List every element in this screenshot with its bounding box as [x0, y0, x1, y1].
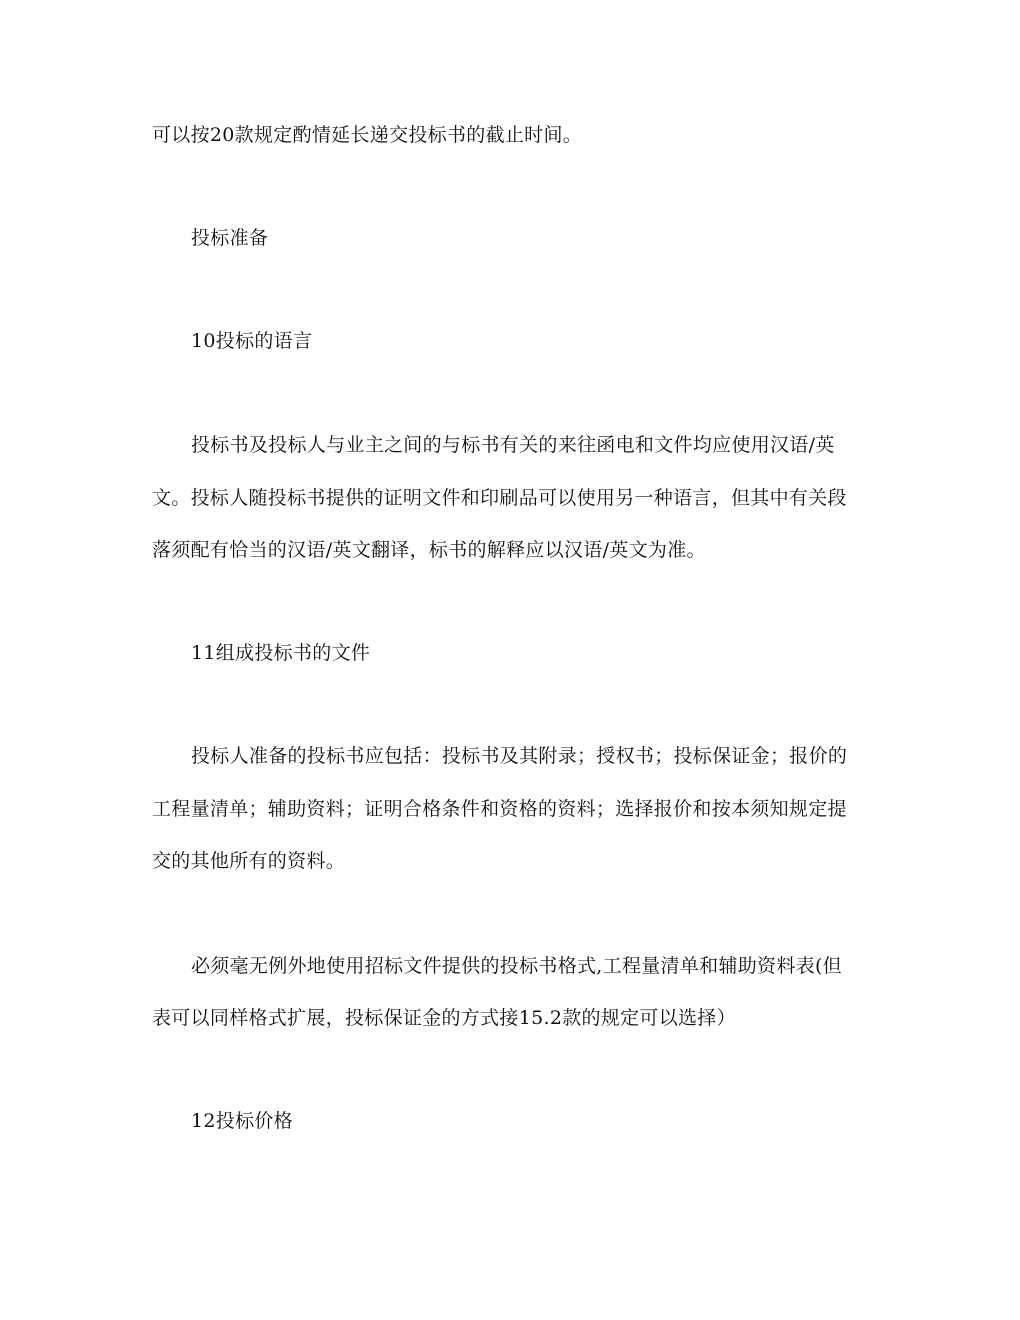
paragraph-line: 投标书及投标人与业主之间的与标书有关的来往函电和文件均应使用汉语/英 [191, 434, 835, 456]
paragraph-line: 可以按20款规定酌情延长递交投标书的截止时间。 [152, 124, 583, 146]
paragraph-line: 工程量清单；辅助资料；证明合格条件和资格的资料；选择报价和按本须知规定提 [152, 798, 847, 820]
paragraph-line: 投标人准备的投标书应包括：投标书及其附录；授权书；投标保证金；报价的 [191, 745, 848, 767]
section-heading: 投标准备 [191, 227, 269, 249]
clause-heading: 12投标价格 [191, 1110, 293, 1132]
paragraph-line: 文。投标人随投标书提供的证明文件和印刷品可以使用另一种语言，但其中有关段 [152, 487, 847, 509]
clause-heading: 11组成投标书的文件 [191, 642, 371, 664]
paragraph-line: 表可以同样格式扩展，投标保证金的方式接15.2款的规定可以选择） [152, 1007, 736, 1029]
paragraph-line: 交的其他所有的资料。 [152, 850, 346, 872]
paragraph-line: 必须毫无例外地使用招标文件提供的投标书格式,工程量清单和辅助资料表(但 [191, 955, 842, 977]
clause-heading: 10投标的语言 [191, 330, 313, 352]
paragraph-line: 落须配有恰当的汉语/英文翻译，标书的解释应以汉语/英文为准。 [152, 539, 706, 561]
